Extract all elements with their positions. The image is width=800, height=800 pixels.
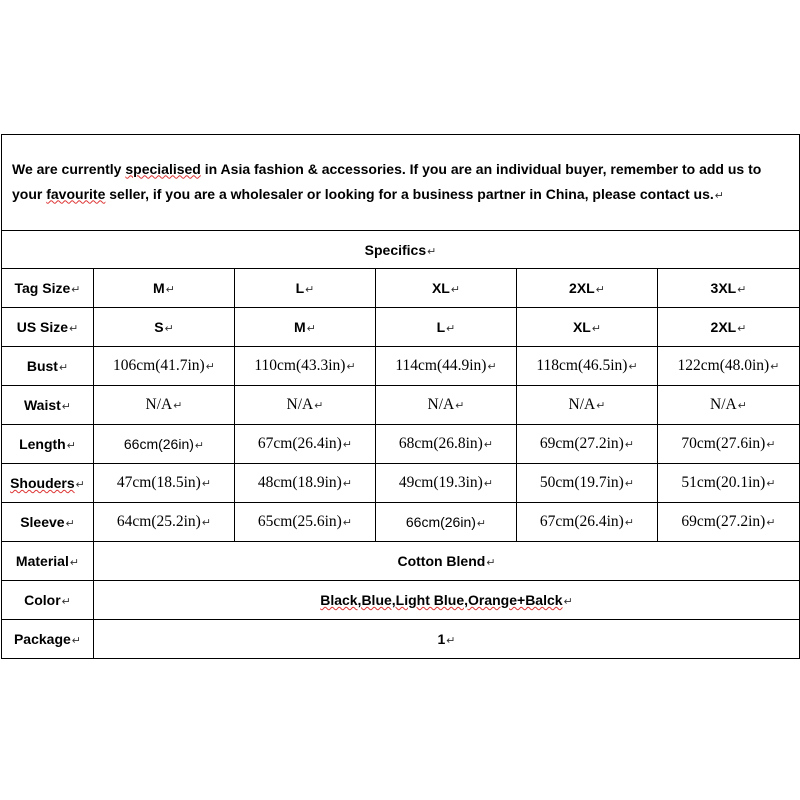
us-size-row — [2, 308, 800, 347]
material-label: Material↵ — [2, 542, 94, 581]
sleeve-cell: 67cm(26.4in)↵ — [517, 503, 658, 542]
length-label: Length↵ — [2, 425, 94, 464]
tag-size-label: Tag Size↵ — [2, 269, 94, 308]
shoulders-cell: 50cm(19.7in)↵ — [517, 464, 658, 503]
tag-size-cell: L↵ — [235, 269, 376, 308]
intro-row — [2, 135, 800, 231]
tag-size-row — [2, 269, 800, 308]
shoulders-cell: 48cm(18.9in)↵ — [235, 464, 376, 503]
shoulders-cell: 47cm(18.5in)↵ — [94, 464, 235, 503]
waist-cell: N/A↵ — [658, 386, 800, 425]
bust-row — [2, 347, 800, 386]
intro-text: We are currently specialised in Asia fashion & accessories. If you are an individual buyer, remember to add us to your favourite seller, if you are a wholesaler or looking for a business partner in China, please contact us.↵ — [2, 135, 800, 231]
bust-cell: 118cm(46.5in)↵ — [517, 347, 658, 386]
tag-size-cell: 3XL↵ — [658, 269, 800, 308]
us-size-cell: M↵ — [235, 308, 376, 347]
waist-cell: N/A↵ — [517, 386, 658, 425]
length-cell: 66cm(26in)↵ — [94, 425, 235, 464]
tag-size-cell: M↵ — [94, 269, 235, 308]
color-value: Black,Blue,Light Blue,Orange+Balck↵ — [94, 581, 800, 620]
waist-row — [2, 386, 800, 425]
length-cell: 68cm(26.8in)↵ — [376, 425, 517, 464]
color-label: Color↵ — [2, 581, 94, 620]
shoulders-label: Shouders↵ — [2, 464, 94, 503]
waist-cell: N/A↵ — [376, 386, 517, 425]
package-value: 1↵ — [94, 620, 800, 659]
bust-cell: 106cm(41.7in)↵ — [94, 347, 235, 386]
material-value: Cotton Blend↵ — [94, 542, 800, 581]
size-chart-table — [1, 134, 800, 659]
specifics-title: Specifics↵ — [2, 231, 800, 269]
bust-label: Bust↵ — [2, 347, 94, 386]
bust-cell: 114cm(44.9in)↵ — [376, 347, 517, 386]
package-row — [2, 620, 800, 659]
shoulders-cell: 49cm(19.3in)↵ — [376, 464, 517, 503]
us-size-cell: S↵ — [94, 308, 235, 347]
length-cell: 69cm(27.2in)↵ — [517, 425, 658, 464]
specifics-row — [2, 231, 800, 269]
us-size-label: US Size↵ — [2, 308, 94, 347]
waist-label: Waist↵ — [2, 386, 94, 425]
tag-size-cell: 2XL↵ — [517, 269, 658, 308]
color-row — [2, 581, 800, 620]
bust-cell: 122cm(48.0in)↵ — [658, 347, 800, 386]
waist-cell: N/A↵ — [94, 386, 235, 425]
us-size-cell: L↵ — [376, 308, 517, 347]
sleeve-cell: 64cm(25.2in)↵ — [94, 503, 235, 542]
sleeve-row — [2, 503, 800, 542]
shoulders-row — [2, 464, 800, 503]
length-cell: 70cm(27.6in)↵ — [658, 425, 800, 464]
sleeve-label: Sleeve↵ — [2, 503, 94, 542]
us-size-cell: 2XL↵ — [658, 308, 800, 347]
sleeve-cell: 69cm(27.2in)↵ — [658, 503, 800, 542]
sleeve-cell: 65cm(25.6in)↵ — [235, 503, 376, 542]
package-label: Package↵ — [2, 620, 94, 659]
intro-word-favourite: favourite — [46, 185, 106, 202]
length-row — [2, 425, 800, 464]
paragraph-mark: ↵ — [714, 189, 724, 202]
us-size-cell: XL↵ — [517, 308, 658, 347]
sleeve-cell: 66cm(26in)↵ — [376, 503, 517, 542]
tag-size-cell: XL↵ — [376, 269, 517, 308]
waist-cell: N/A↵ — [235, 386, 376, 425]
intro-word-specialised: specialised — [125, 160, 201, 177]
bust-cell: 110cm(43.3in)↵ — [235, 347, 376, 386]
length-cell: 67cm(26.4in)↵ — [235, 425, 376, 464]
shoulders-cell: 51cm(20.1in)↵ — [658, 464, 800, 503]
material-row — [2, 542, 800, 581]
